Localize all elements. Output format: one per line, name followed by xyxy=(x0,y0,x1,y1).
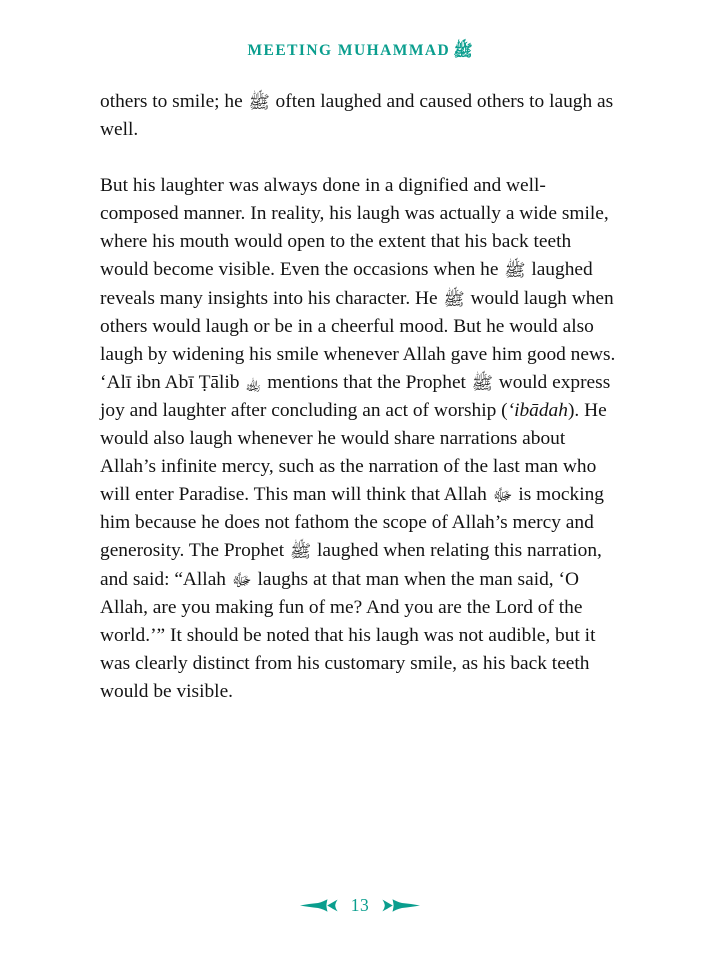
running-header-title: MEETING MUHAMMAD xyxy=(247,42,451,59)
p2-text-part-4: mentions that the Prophet xyxy=(262,371,471,393)
sallallahu-alayhi-wa-sallam-icon: ﷺ xyxy=(248,93,270,113)
sallallahu-alayhi-wa-sallam-icon: ﷺ xyxy=(453,41,473,60)
page-number: 13 xyxy=(350,895,370,915)
running-header xyxy=(0,42,720,60)
transliterated-term-ibadah: ʻibādah xyxy=(507,399,568,421)
p2-text-part-3: would laugh when others would laugh or be in a cheerful mood. But he would also laugh by widening his smile whenever Allah gave him good news. ʻAlī ibn Abī Ṭālib xyxy=(100,287,616,393)
page-body xyxy=(100,88,624,706)
sallallahu-alayhi-wa-sallam-icon: ﷺ xyxy=(443,289,465,310)
jalla-jalaluhu-icon: ﷻ xyxy=(231,570,252,591)
p1-text-part-1: others to smile; he xyxy=(100,91,248,112)
jalla-jalaluhu-icon: ﷻ xyxy=(492,486,513,507)
sallallahu-alayhi-wa-sallam-icon: ﷺ xyxy=(471,373,493,394)
paragraph-laughter xyxy=(100,172,624,706)
p2-text-part-8: laughed when relating this narration, and said: “Allah xyxy=(100,540,602,590)
sallallahu-alayhi-wa-sallam-icon: ﷺ xyxy=(290,542,312,563)
leaf-ornament-right-icon xyxy=(382,899,420,912)
sallallahu-alayhi-wa-sallam-icon: ﷺ xyxy=(504,261,526,282)
paragraph-continuation xyxy=(100,88,624,144)
radiyallahu-anhu-icon: ﵀ xyxy=(245,373,262,394)
p2-text-part-7: is mocking him because he does not fathom the scope of Allah’s mercy and generosity. The Prophet xyxy=(100,484,604,562)
p2-text-part-9: laughs at that man when the man said, ‘O Allah, are you making fun of me? And you are the Lord of the world.’” It should be noted that his laugh was not audible, but it was clearly distinct from his customary smile, as his back teeth would be visible. xyxy=(100,568,596,702)
p2-text-part-6: ). He would also laugh whenever he would share narrations about Allah’s infinite mercy, such as the narration of the last man who will enter Paradise. This man will think that Allah xyxy=(100,399,607,506)
p1-text-part-2: often laughed and caused others to laugh as well. xyxy=(100,91,614,141)
page-footer xyxy=(0,895,720,916)
p2-text-part-2: laughed reveals many insights into his character. He xyxy=(100,259,593,309)
p2-text-part-5: would express joy and laughter after concluding an act of worship ( xyxy=(100,371,611,421)
p2-text-part-1: But his laughter was always done in a dignified and well-composed manner. In reality, his laugh was actually a wide smile, where his mouth would open to the extent that his back teeth would become visible. Even the occasions when he xyxy=(100,175,609,281)
leaf-ornament-left-icon xyxy=(300,899,338,912)
